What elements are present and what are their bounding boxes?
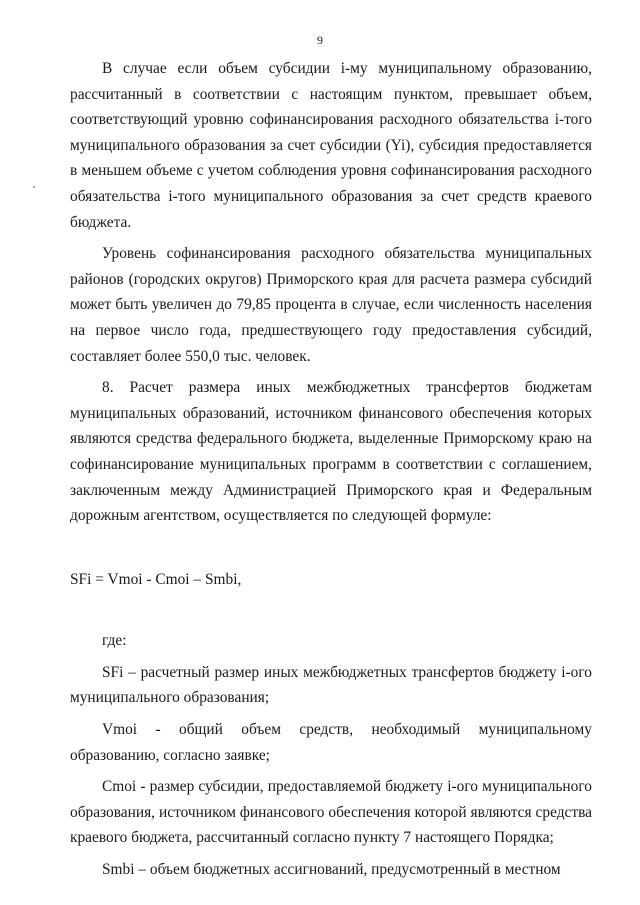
formula: SFi = Vmoi - Cmoi – Smbi,: [70, 570, 242, 588]
page-number: 9: [317, 33, 323, 47]
definition-vmoi: Vmoi - общий объем средств, необходимый муниципальному образованию, согласно заявке;: [70, 721, 592, 764]
definition-sfi: SFi – расчетный размер иных межбюджетных трансфертов бюджету i-ого муниципального образования;: [70, 663, 592, 707]
document-body: [70, 56, 592, 889]
paragraph-transfers-calculation: 8. Расчет размера иных межбюджетных трансфертов бюджетам муниципальных образований, источником финансового обеспечения которых являются средства федерального бюджета, выделенные Приморскому краю на софинансирование муниципальных программ в соответствии с соглашением, заключенным между Администрацией Приморского края и Федеральным дорожным агентством, осуществляется по следующей формуле:: [70, 379, 592, 525]
definition-cmoi: Cmoi - размер субсидии, предоставляемой бюджету i-ого муниципального образования, источником финансового обеспечения которой являются средства краевого бюджета, рассчитанный согласно пункту 7 настоящего Порядка;: [70, 778, 592, 847]
scan-mark: [33, 186, 35, 188]
definition-smbi: Smbi – объем бюджетных ассигнований, предусмотренный в местном: [102, 861, 561, 879]
paragraph-cofinancing-level: Уровень софинансирования расходного обязательства муниципальных районов (городских округов) Приморского края для расчета размера субсидий может быть увеличен до 79,85 процента в случае, если численность населения на первое число года, предшествующего году предоставления субсидий, составляет более 550,0 тыс. человек.: [70, 245, 592, 365]
paragraph-subsidy-reduction: В случае если объем субсидии i-му муниципальному образованию, рассчитанный в соответствии с настоящим пунктом, превышает объем, соответствующий уровню софинансирования расходного обязательства i-того муниципального образования за счет субсидии (Yi), субсидия предоставляется в меньшем объеме с учетом соблюдения уровня софинансирования расходного обязательства i-того муниципального образования за счет средств краевого бюджета.: [70, 60, 592, 231]
where-label: где:: [102, 632, 127, 650]
